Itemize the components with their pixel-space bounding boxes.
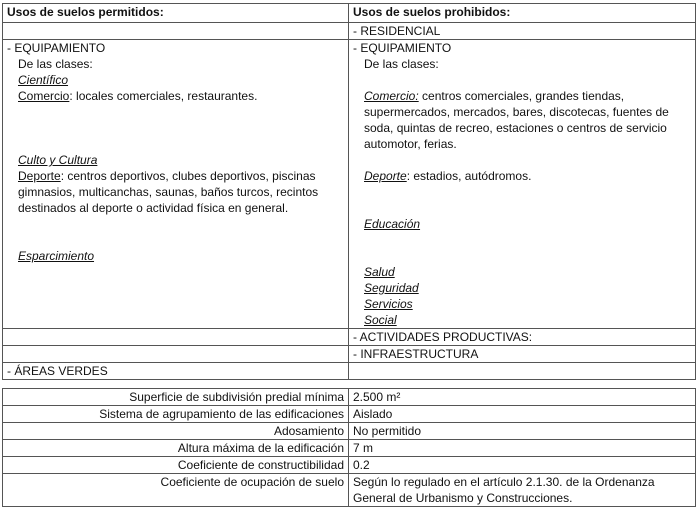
param-row bbox=[3, 389, 696, 406]
param-value: Según lo regulado en el artículo 2.1.30. de la Ordenanza General de Urbanismo y Construcciones. bbox=[349, 474, 696, 507]
param-value: 0.2 bbox=[349, 457, 696, 474]
permitted-deporte-text: : centros deportivos, clubes deportivos, piscinas gimnasios, multicanchas, saunas, baños turcos, recintos destinados al deporte o actividad física en general. bbox=[18, 169, 319, 215]
param-label: Coeficiente de constructibilidad bbox=[3, 457, 349, 474]
param-label: Sistema de agrupamiento de las edificaciones bbox=[3, 406, 349, 423]
prohibited-header: Usos de suelos prohibidos: bbox=[349, 4, 696, 23]
parameters-table bbox=[2, 388, 696, 507]
prohibited-infraestructura: - INFRAESTRUCTURA bbox=[349, 346, 696, 363]
prohibited-seguridad: Seguridad bbox=[364, 281, 419, 295]
equipamiento-row bbox=[3, 40, 696, 329]
prohibited-equipamiento-cell bbox=[349, 40, 696, 329]
param-value: No permitido bbox=[349, 423, 696, 440]
permitted-comercio-label: Comercio bbox=[18, 89, 70, 103]
prohibited-social: Social bbox=[364, 313, 397, 327]
prohibited-de-las-clases: De las clases: bbox=[364, 57, 439, 71]
prohibited-deporte bbox=[364, 168, 691, 184]
prohibited-educacion: Educación bbox=[364, 217, 421, 231]
prohibited-comercio bbox=[364, 88, 691, 152]
spacer bbox=[18, 216, 344, 248]
empty-cell bbox=[3, 346, 349, 363]
spacer bbox=[18, 104, 344, 152]
param-row bbox=[3, 423, 696, 440]
empty-cell bbox=[3, 329, 349, 346]
param-value: Aislado bbox=[349, 406, 696, 423]
prohibited-comercio-text: centros comerciales, grandes tiendas, supermercados, mercados, bares, discotecas, fuentes de soda, quintas de recreo, estaciones o centros de servicio automotor, ferias. bbox=[364, 89, 669, 151]
param-label: Altura máxima de la edificación bbox=[3, 440, 349, 457]
permitted-deporte-label: Deporte bbox=[18, 169, 61, 183]
prohibited-actividades: - ACTIVIDADES PRODUCTIVAS: bbox=[349, 329, 696, 346]
permitted-areas-verdes: - ÁREAS VERDES bbox=[3, 363, 349, 380]
permitted-deporte bbox=[18, 168, 344, 216]
prohibited-classes bbox=[353, 56, 691, 328]
permitted-esparcimiento: Esparcimiento bbox=[18, 249, 95, 263]
prohibited-servicios: Servicios bbox=[364, 297, 413, 311]
param-label: Adosamiento bbox=[3, 423, 349, 440]
spacer bbox=[364, 232, 691, 264]
empty-cell bbox=[349, 363, 696, 380]
permitted-equipamiento-cell bbox=[3, 40, 349, 329]
param-value: 7 m bbox=[349, 440, 696, 457]
param-row bbox=[3, 440, 696, 457]
permitted-equipamiento-title: - EQUIPAMIENTO bbox=[7, 41, 106, 55]
empty-cell bbox=[3, 23, 349, 40]
land-use-table bbox=[2, 3, 696, 380]
spacer bbox=[364, 72, 691, 88]
infraestructura-row bbox=[3, 346, 696, 363]
spacer bbox=[364, 184, 691, 216]
residencial-row bbox=[3, 23, 696, 40]
spacer bbox=[364, 152, 691, 168]
prohibited-deporte-text: : estadios, autódromos. bbox=[406, 169, 532, 183]
permitted-header: Usos de suelos permitidos: bbox=[3, 4, 349, 23]
permitted-comercio bbox=[18, 88, 344, 104]
permitted-culto: Culto y Cultura bbox=[18, 153, 98, 167]
permitted-classes bbox=[7, 56, 344, 264]
permitted-comercio-text: : locales comerciales, restaurantes. bbox=[69, 89, 258, 103]
actividades-row bbox=[3, 329, 696, 346]
permitted-cientifico: Científico bbox=[18, 73, 69, 87]
land-use-header-row bbox=[3, 4, 696, 23]
prohibited-comercio-label: Comercio: bbox=[364, 89, 419, 103]
prohibited-residencial: - RESIDENCIAL bbox=[349, 23, 696, 40]
param-row bbox=[3, 474, 696, 507]
prohibited-equipamiento-title: - EQUIPAMIENTO bbox=[353, 41, 452, 55]
param-row bbox=[3, 457, 696, 474]
param-row bbox=[3, 406, 696, 423]
prohibited-salud: Salud bbox=[364, 265, 395, 279]
prohibited-deporte-label: Deporte bbox=[364, 169, 407, 183]
param-value: 2.500 m² bbox=[349, 389, 696, 406]
permitted-de-las-clases: De las clases: bbox=[18, 57, 93, 71]
param-label: Coeficiente de ocupación de suelo bbox=[3, 474, 349, 507]
areas-verdes-row bbox=[3, 363, 696, 380]
param-label: Superficie de subdivisión predial mínima bbox=[3, 389, 349, 406]
